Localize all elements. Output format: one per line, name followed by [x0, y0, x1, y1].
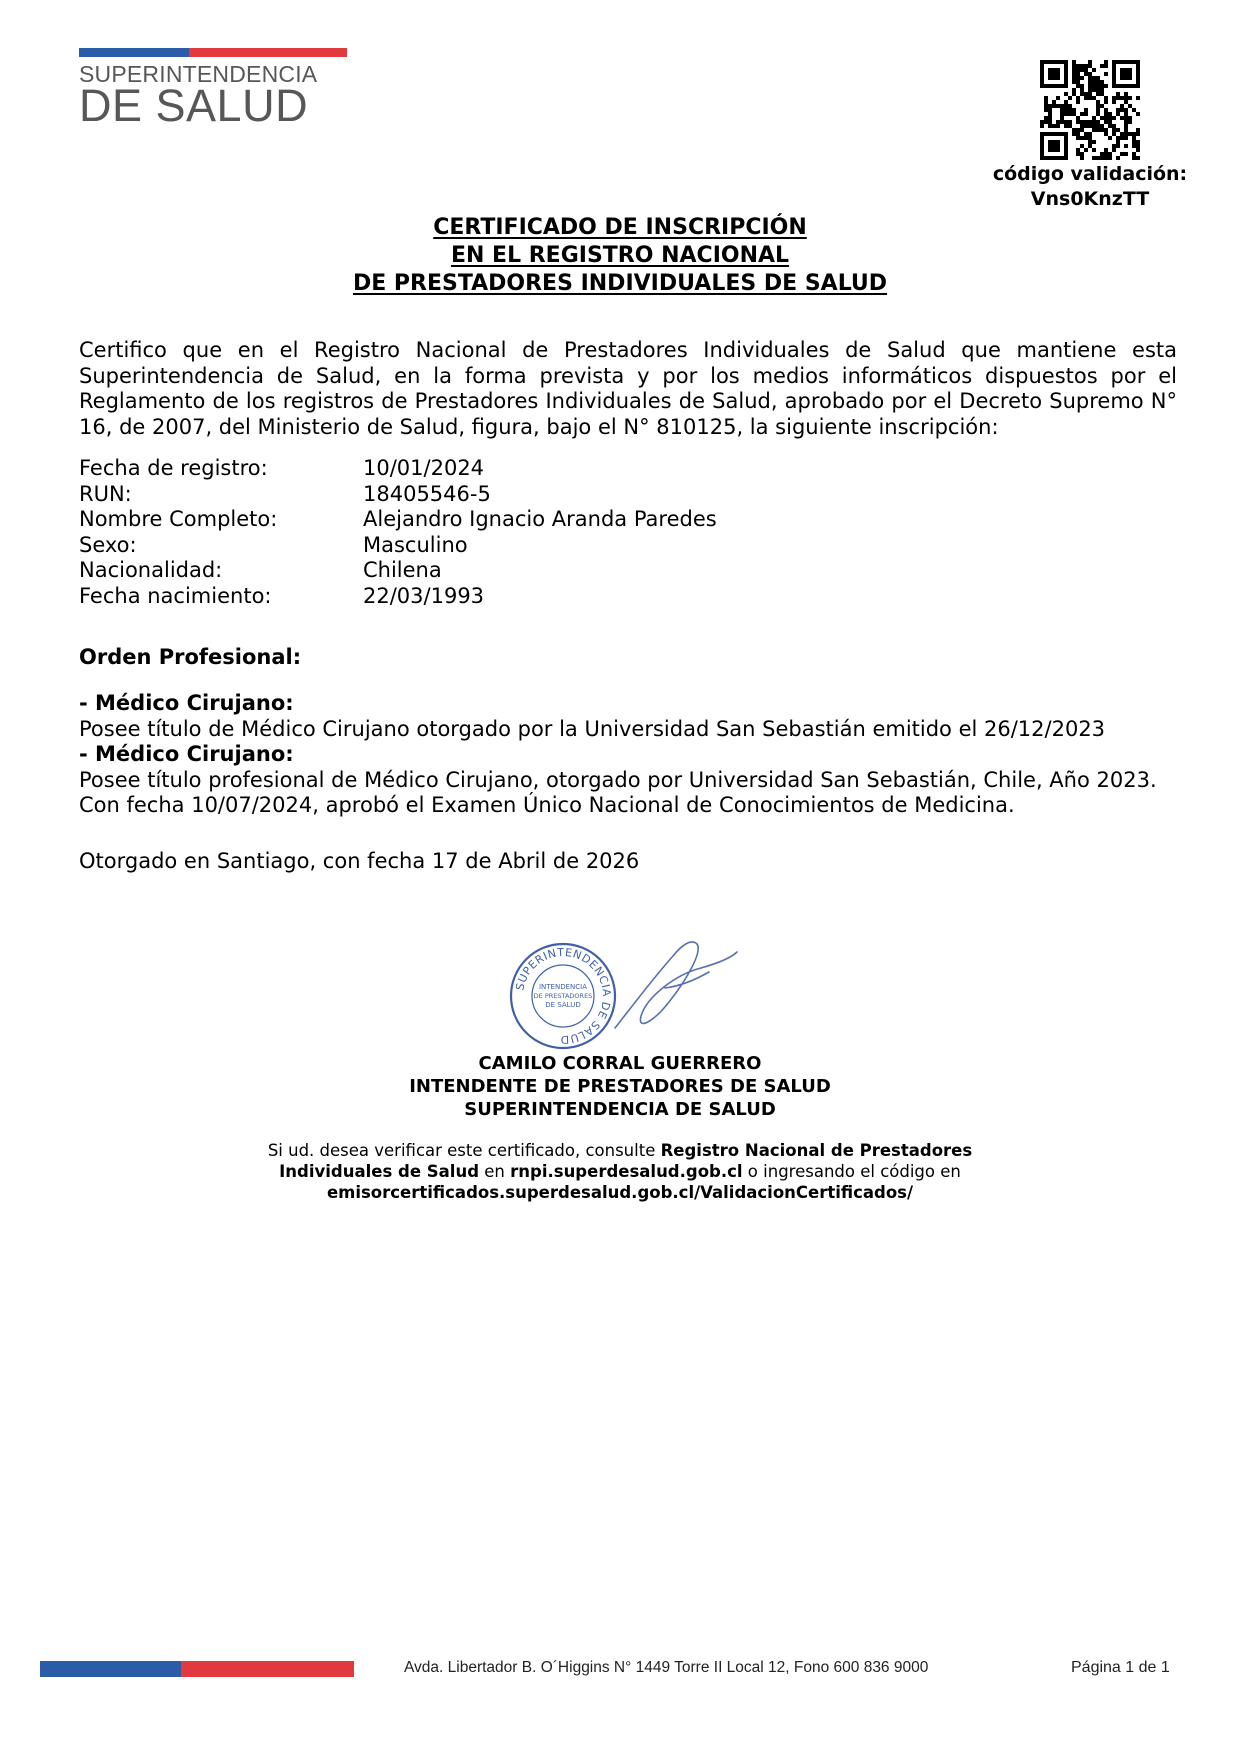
profession-heading: - Médico Cirujano:: [79, 742, 294, 766]
handwritten-signature-icon: [615, 942, 737, 1028]
seal-inner-line3: DE SALUD: [545, 1001, 581, 1009]
profession-text: Posee título profesional de Médico Cirujano, otorgado por Universidad San Sebastián, Chile, Año 2023. Con fecha 10/07/2024, aprobó el Examen Único Nacional de Conocimientos de Medicina.: [79, 767, 1157, 817]
validation-label: código validación:: [992, 163, 1188, 185]
field-value: Masculino: [363, 532, 468, 557]
page-number: Página 1 de 1: [1071, 1659, 1170, 1676]
seal-inner-line2: DE PRESTADORES: [533, 992, 593, 1000]
footer-color-bar: [40, 1661, 354, 1677]
verify-text-2: en: [479, 1162, 511, 1181]
field-row: [79, 533, 717, 559]
orden-profesional-heading: Orden Profesional:: [79, 645, 302, 669]
professions-list: [79, 691, 1189, 819]
title-line1: CERTIFICADO DE INSCRIPCIÓN: [433, 215, 807, 240]
verification-notice: [230, 1140, 1010, 1203]
intro-paragraph: Certifico que en el Registro Nacional de Prestadores Individuales de Salud que mantiene esta Superintendencia de Salud, en la forma prevista y por los medios informáticos dispuestos por el Reglamento de los registros de Prestadores Individuales de Salud, aprobado por el Decreto Supremo N° 16, de 2007, del Ministerio de Salud, figura, bajo el N° 810125, la siguiente inscripción:: [79, 338, 1177, 439]
issue-statement: Otorgado en Santiago, con fecha 17 de Abril de 2026: [79, 849, 640, 873]
certificate-title: [0, 214, 1240, 298]
profession-heading: - Médico Cirujano:: [79, 691, 294, 715]
field-value: 22/03/1993: [363, 583, 485, 608]
registration-fields: [79, 456, 717, 609]
signer-position: INTENDENTE DE PRESTADORES DE SALUD: [409, 1076, 831, 1097]
field-label: Fecha nacimiento:: [79, 583, 272, 608]
field-row: [79, 507, 717, 533]
footer-bar-blue: [40, 1661, 181, 1677]
stamp-and-signature: [505, 930, 740, 1050]
official-seal-icon: [511, 944, 615, 1048]
logo-bar-blue: [79, 48, 189, 57]
validation-code-block: [960, 162, 1220, 212]
field-row: [79, 456, 717, 482]
superintendencia-logo: [79, 48, 347, 131]
field-label: Sexo:: [79, 532, 137, 557]
seal-inner-line1: INTENDENCIA: [538, 983, 588, 991]
signer-name: CAMILO CORRAL GUERRERO: [478, 1053, 762, 1074]
title-line3: DE PRESTADORES INDIVIDUALES DE SALUD: [352, 271, 888, 296]
logo-bar-red: [189, 48, 347, 57]
logo-line2: DE SALUD: [79, 80, 309, 131]
field-value: 10/01/2024: [363, 456, 485, 480]
signer-institution: SUPERINTENDENCIA DE SALUD: [464, 1099, 776, 1120]
field-row: [79, 558, 717, 584]
footer-bar-red: [181, 1661, 354, 1677]
verify-text-3: o ingresando el código en: [742, 1162, 961, 1181]
field-label: RUN:: [79, 481, 132, 506]
field-label: Fecha de registro:: [79, 456, 268, 480]
field-label: Nombre Completo:: [79, 507, 278, 531]
verify-text-1: Si ud. desea verificar este certificado, consulte: [267, 1141, 661, 1160]
verify-registry-name: Registro Nacional de Prestadores Individuales de Salud: [279, 1141, 973, 1181]
field-value: 18405546-5: [363, 481, 491, 506]
qr-code-icon: [1040, 60, 1140, 160]
seal-ring-text: SUPERINTENDENCIA DE SALUD: [513, 945, 614, 1047]
title-line2: EN EL REGISTRO NACIONAL: [450, 243, 790, 268]
validation-code: Vns0KnzTT: [1030, 188, 1150, 210]
profession-text: Posee título de Médico Cirujano otorgado por la Universidad San Sebastián emitido el 26/12/2023: [79, 716, 1106, 741]
logo-color-bar: [79, 48, 347, 57]
logo-line1: SUPERINTENDENCIA: [79, 61, 318, 87]
footer-address: Avda. Libertador B. O´Higgins N° 1449 Torre II Local 12, Fono 600 836 9000: [404, 1659, 929, 1676]
field-row: [79, 584, 717, 610]
field-row: [79, 482, 717, 508]
field-value: Alejandro Ignacio Aranda Paredes: [363, 507, 717, 531]
verify-rnpi-link[interactable]: rnpi.superdesalud.gob.cl: [510, 1162, 743, 1181]
signer-block: [0, 1052, 1240, 1121]
verify-validation-link[interactable]: emisorcertificados.superdesalud.gob.cl/ValidacionCertificados/: [326, 1183, 914, 1202]
field-value: Chilena: [363, 558, 442, 582]
field-label: Nacionalidad:: [79, 558, 223, 582]
